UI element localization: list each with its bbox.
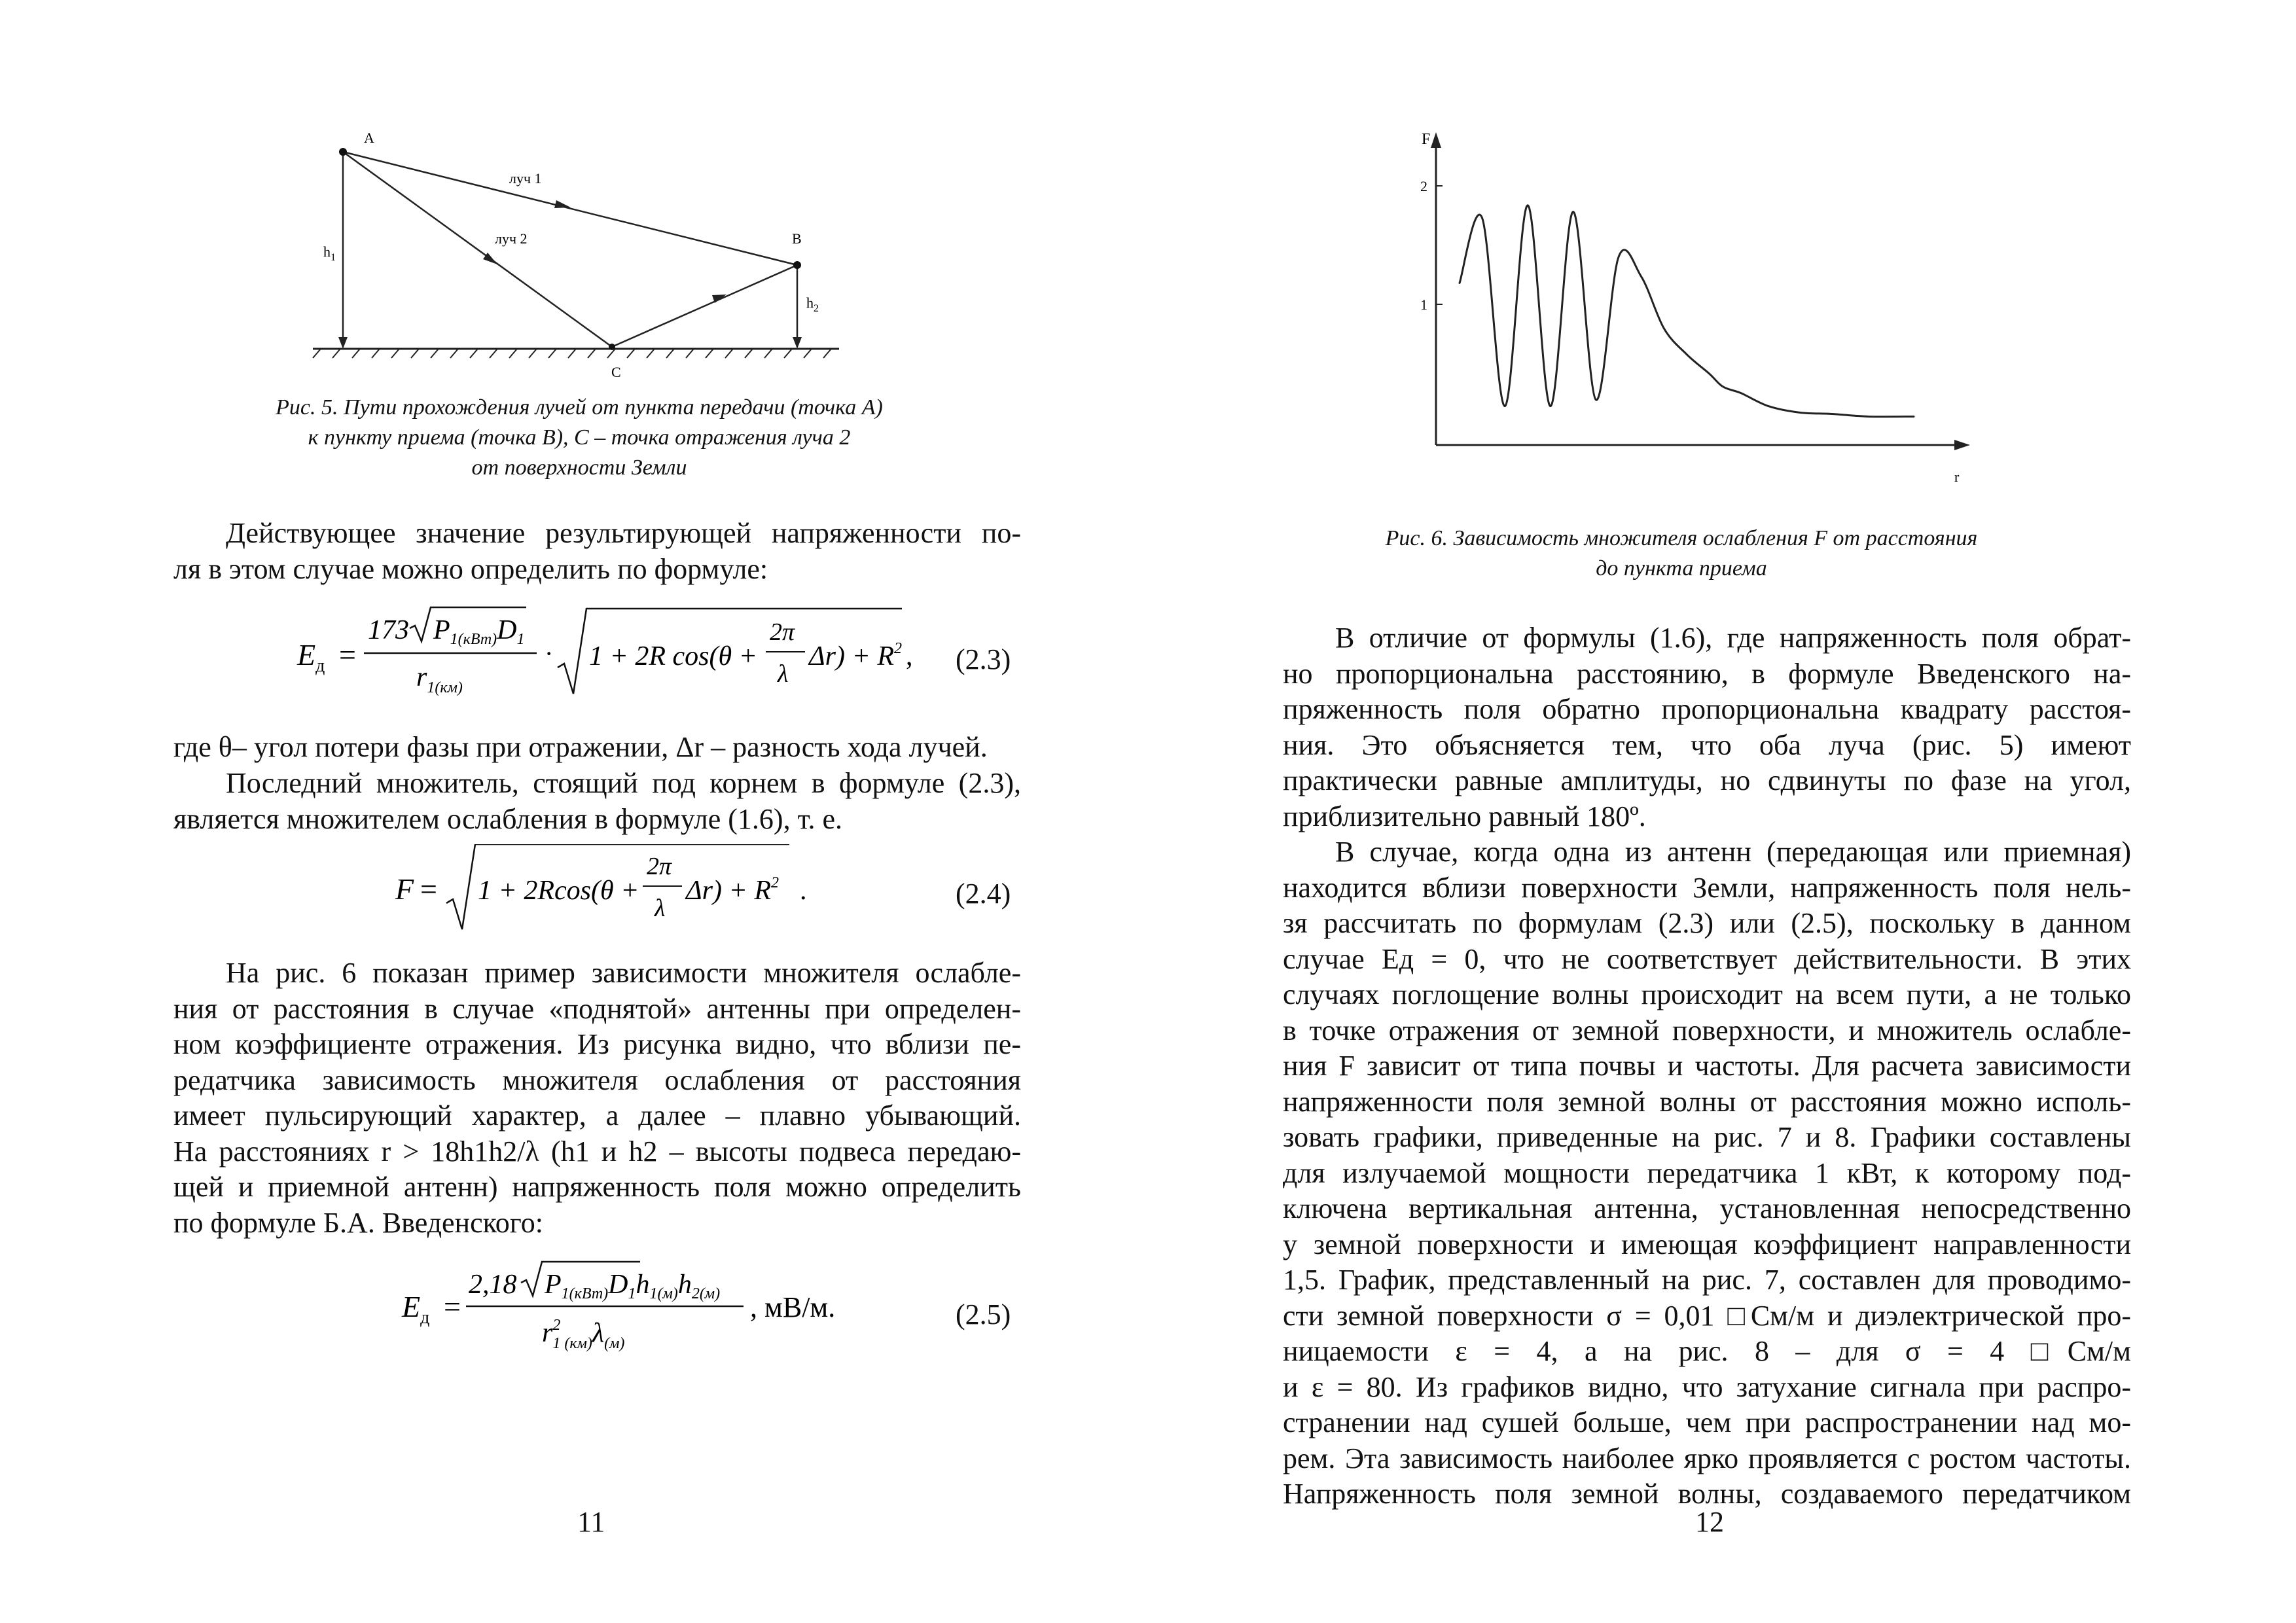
caption-line: к пункту приема (точка В), С – точка отражения луча 2 <box>308 425 851 450</box>
text-line: практически равные амплитуды, но сдвинуты по фазе на угол, <box>1283 764 2131 796</box>
text-line: ном коэффициенте отражения. Из рисунка видно, что вблизи пе- <box>173 1028 1021 1060</box>
point-c-marker <box>609 344 615 350</box>
paragraph-phase-angle <box>173 730 1021 766</box>
svg-text:·: · <box>545 639 554 668</box>
ray-1-arrowhead <box>554 200 571 208</box>
text-line: странении над сушей больше, чем при распространении над мо- <box>1283 1406 2131 1438</box>
equation-number-2-5: (2.5) <box>956 1298 1011 1330</box>
page-number: 12 <box>1695 1506 1724 1538</box>
text-line: В случае, когда одна из антенн (передающая или приемная) <box>1335 836 2131 868</box>
ray-2-line-reflected <box>612 265 797 347</box>
text-line: находится вблизи поверхности Земли, напряженность поля нель- <box>1283 871 2131 904</box>
ray-2-line-incident <box>343 152 612 347</box>
text-line: зя рассчитать по формулам (2.3) или (2.5), поскольку в данном <box>1283 907 2131 939</box>
text-line: для излучаемой мощности передатчика 1 кВт, к которому под- <box>1283 1156 2131 1189</box>
y-axis-label: F <box>1422 131 1431 148</box>
paragraph-last-factor <box>173 766 1021 837</box>
equation-number-2-3: (2.3) <box>956 643 1011 675</box>
caption-line: Рис. 6. Зависимость множителя ослабления F от расстояния <box>1385 526 1978 550</box>
paragraph-figure-6-description <box>173 955 1021 1241</box>
text-line: сти земной поверхности σ = 0,01 □См/м и диэлектрической про- <box>1283 1299 2131 1332</box>
figure-5-diagram <box>301 124 864 393</box>
equation-2-5 <box>393 1257 916 1368</box>
svg-text:2,18: 2,18 <box>469 1270 517 1300</box>
text-line: имеет пульсирующий характер, а далее – плавно убывающий. <box>173 1099 1021 1132</box>
text-line: ключена вертикальная антенна, установленная непосредственно <box>1283 1192 2131 1224</box>
label-c: C <box>611 364 621 380</box>
text-line: Напряженность поля земной волны, создаваемого передатчиком <box>1283 1478 2131 1510</box>
label-ray-1: луч 1 <box>509 170 542 187</box>
svg-text:P1(кВт)D1: P1(кВт)D1 <box>433 615 525 648</box>
text-line: но пропорциональна расстоянию, в формуле Введенского на- <box>1283 657 2131 690</box>
text-line: где θ– угол потери фазы при отражении, Δr – разность хода лучей. <box>173 731 988 763</box>
point-b-marker <box>793 261 801 269</box>
label-h1: $h_1$ <box>323 243 336 263</box>
text-line: редатчика зависимость множителя ослабления от расстояния <box>173 1063 1021 1096</box>
text-line: случае Eд = 0, что не соответствует действительности. В этих <box>1283 942 2131 975</box>
ground-hatching <box>313 349 831 358</box>
text-line: зовать графики, приведенные на рис. 7 и 8. Графики составлены <box>1283 1121 2131 1153</box>
text-line: ницаемости ε = 4, а на рис. 8 – для σ = 4 □См/м <box>1283 1335 2131 1367</box>
y-tick-label-1: 1 <box>1420 296 1427 313</box>
equation-number-2-4: (2.4) <box>956 878 1011 910</box>
h2-arrowhead <box>793 337 802 349</box>
svg-text:=: = <box>444 1290 461 1323</box>
text-line: На рис. 6 показан пример зависимости множителя ослабле- <box>226 957 1021 989</box>
svg-text:=: = <box>339 638 356 671</box>
label-h2: $h_2$ <box>806 294 819 314</box>
x-axis-label: r <box>1954 469 1960 485</box>
text-line: ния от расстояния в случае «поднятой» антенны при определен- <box>173 992 1021 1025</box>
text-line: пряженность поля обратно пропорциональна квадрату расстоя- <box>1283 693 2131 725</box>
equation-2-4 <box>386 844 844 942</box>
y-tick-label-2: 2 <box>1420 178 1427 194</box>
h1-arrowhead <box>338 337 348 349</box>
svg-text:Δr) + R2: $\Delta r) + R^2$ <box>809 640 902 671</box>
svg-text:Eд: $E_д$ <box>297 638 325 676</box>
svg-text:1 + 2Rcos(θ +: 1 + 2Rcos(θ + <box>478 876 639 906</box>
text-line: На расстояниях r > 18h1h2/λ (h1 и h2 – высоты подвеса передаю- <box>173 1135 1021 1168</box>
svg-text:, мВ/м.: , мВ/м. <box>750 1291 836 1323</box>
svg-text:=: = <box>420 872 437 906</box>
text-line: случаях поглощение волны происходит на всем пути, а не только <box>1283 978 2131 1010</box>
x-axis-arrowhead <box>1954 440 1970 450</box>
svg-text:.: . <box>800 876 807 906</box>
text-line: у земной поверхности и имеющая коэффициент направленности <box>1283 1228 2131 1260</box>
paragraph-ground-wave <box>1283 834 2131 1512</box>
text-line: ния. Это объясняется тем, что оба луча (рис. 5) имеют <box>1283 728 2131 761</box>
y-axis-arrowhead <box>1431 132 1441 148</box>
text-line: Последний множитель, стоящий под корнем в формуле (2.3), <box>226 767 1021 799</box>
svg-text:P1(кВт)D1h1(м)h2(м): P1(кВт)D1h1(м)h2(м) <box>545 1270 721 1302</box>
text-line: приблизительно равный 180º. <box>1283 800 1646 832</box>
svg-text:Eд: $E_д$ <box>402 1290 430 1328</box>
page-number: 11 <box>577 1506 605 1538</box>
label-ray-2: луч 2 <box>495 230 528 247</box>
svg-text:Δr) + R2: $\Delta r) + R^2$ <box>686 874 779 906</box>
text-line: рем. Эта зависимость наиболее ярко проявляется с ростом частоты. <box>1283 1442 2131 1474</box>
text-line: является множителем ослабления в формуле (1.6), т. е. <box>173 802 843 835</box>
equation-2-3 <box>288 602 929 700</box>
series-line-f <box>1460 205 1914 417</box>
paragraph-vvedensky-comparison <box>1283 620 2131 834</box>
text-line: щей и приемной антенн) напряженность поля можно определить <box>173 1171 1021 1203</box>
figure-6-caption <box>1344 524 2018 584</box>
svg-text:1 + 2R cos(θ +: 1 + 2R cos(θ + <box>589 641 757 671</box>
figure-6-chart <box>1397 118 1986 497</box>
text-line: по формуле Б.А. Введенского: <box>173 1206 543 1239</box>
figure-5-caption <box>223 393 936 483</box>
text-line: 1,5. График, представленный на рис. 7, составлен для проводимо- <box>1283 1264 2131 1296</box>
label-b: B <box>792 230 802 247</box>
svg-text:λ: λ <box>655 895 666 922</box>
svg-text:2π: 2π <box>647 853 672 880</box>
caption-line: Рис. 5. Пути прохождения лучей от пункта передачи (точка А) <box>276 395 883 419</box>
svg-text:r21 (км)λ(м): $r^2$ 1 $(км)\lambda_{(м)}$ <box>542 1317 625 1352</box>
text-line: напряженности поля земной волны от расстояния можно исполь- <box>1283 1085 2131 1118</box>
text-line: В отличие от формулы (1.6), где напряженность поля обрат- <box>1335 622 2131 654</box>
caption-line: до пункта приема <box>1596 556 1767 580</box>
svg-text:173: 173 <box>368 615 409 645</box>
caption-line: от поверхности Земли <box>471 455 687 480</box>
svg-text:λ: λ <box>778 660 789 688</box>
text-line: ния F зависит от типа почвы и частоты. Для расчета зависимости <box>1283 1050 2131 1082</box>
text-line: в точке отражения от земной поверхности, и множитель ослабле- <box>1283 1014 2131 1046</box>
svg-text:F: F <box>395 872 414 906</box>
label-a: A <box>364 130 374 146</box>
text-line: и ε = 80. Из графиков видно, что затухание сигнала при распро- <box>1283 1370 2131 1403</box>
svg-text:2π: 2π <box>770 618 795 646</box>
right-page <box>1148 0 2296 1623</box>
ray-1-line <box>343 152 797 265</box>
svg-text:,: , <box>906 641 913 671</box>
text-line: ля в этом случае можно определить по формуле: <box>173 552 768 585</box>
paragraph-field-strength <box>173 516 1021 587</box>
text-line: Действующее значение результирующей напряженности по- <box>226 517 1021 549</box>
point-a-marker <box>339 148 347 156</box>
svg-text:r1(км): $r_{1(км)}$ <box>416 662 463 696</box>
